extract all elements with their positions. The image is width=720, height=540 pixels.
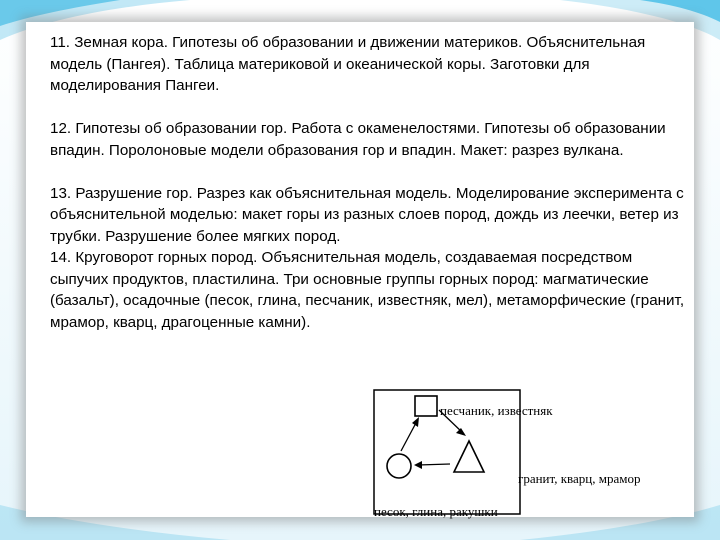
label-magmatic: песок, глина, ракушки xyxy=(374,504,498,519)
label-metamorphic: гранит, кварц, мрамор xyxy=(518,471,641,486)
label-sedimentary: песчаник, известняк xyxy=(440,403,553,418)
text-block xyxy=(50,32,690,333)
rock-cycle-diagram xyxy=(372,388,702,528)
paragraph-14: 14. Круговорот горных пород. Объяснительная модель, создаваемая посредством сыпучих продуктов, пластилина. Три основные группы горных пород: магматические (базальт), осадочные (песок, глина, песчаник, известняк, мел), метаморфические (гранит, мрамор, кварц, драгоценные камни). xyxy=(50,249,685,331)
circle-shape xyxy=(387,454,411,478)
paragraph-12: 12. Гипотезы об образовании гор. Работа с окаменелостями. Гипотезы об образовании впадин. Поролоновые модели образования гор и впадин. Макет: разрез вулкана. xyxy=(50,120,666,159)
paragraph-13: 13. Разрушение гор. Разрез как объяснительная модель. Моделирование эксперимента с объяснительной моделью: макет горы из разных слоев пород, дождь из леечки, ветер из трубки. Разрушение более мягких пород. xyxy=(50,184,684,245)
arrow-circle-square xyxy=(401,421,417,451)
paragraph-11: 11. Земная кора. Гипотезы об образовании и движении материков. Объяснительная модель (Пангея). Таблица материковой и океанической коры. Заготовки для моделирования Пангеи. xyxy=(50,34,646,94)
square-shape xyxy=(415,396,437,416)
arrow-triangle-circle xyxy=(418,464,450,465)
triangle-shape xyxy=(454,441,484,472)
